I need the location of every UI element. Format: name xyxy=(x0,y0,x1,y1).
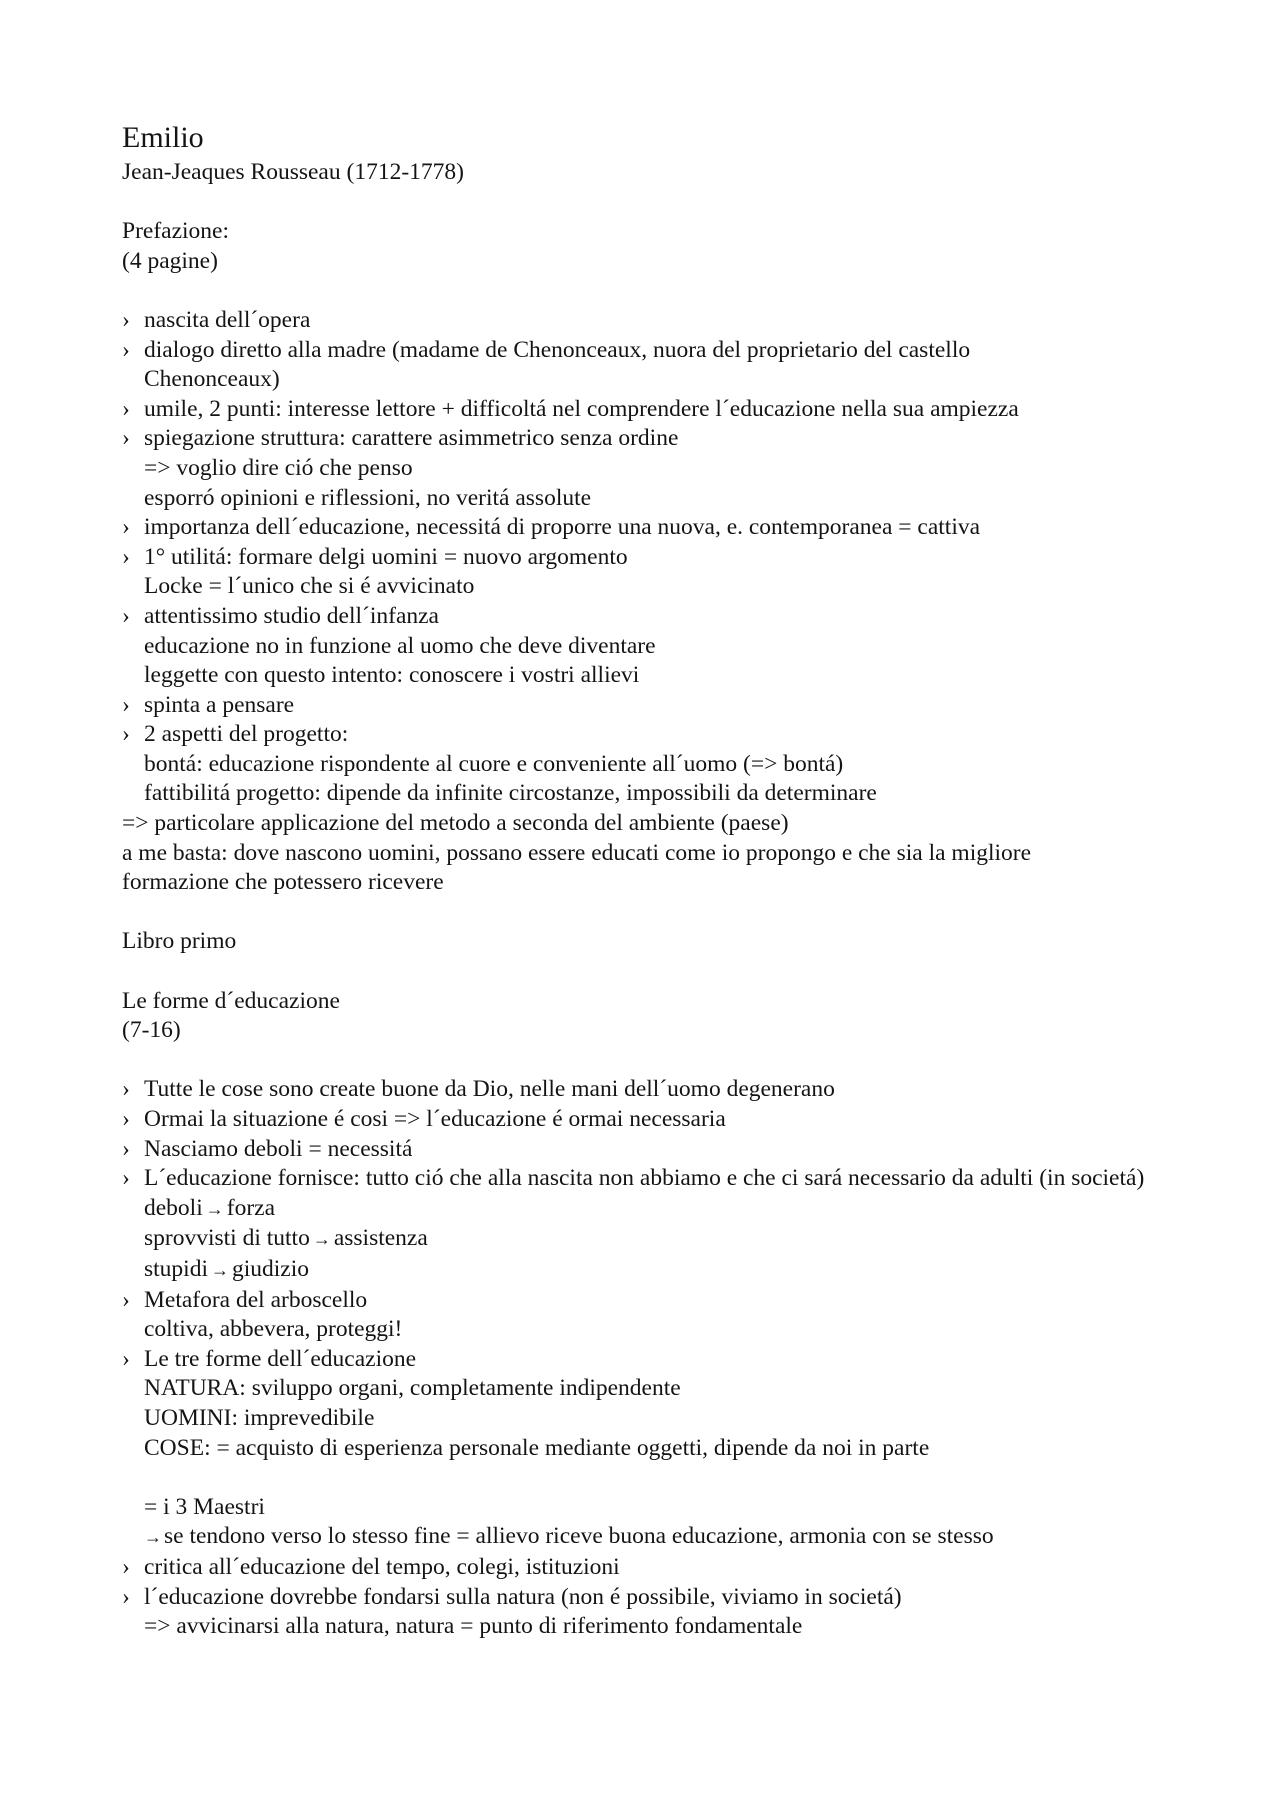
bullet-marker: › xyxy=(122,514,130,541)
list-item: › dialogo diretto alla madre (madame de Chenonceaux, nuora del proprietario del castello Chenonceaux) xyxy=(122,336,1182,395)
bullet-marker: › xyxy=(122,1553,130,1580)
sub-item: NATURA: sviluppo organi, completamente indipendente xyxy=(144,1375,681,1402)
bullet-marker: › xyxy=(122,1135,130,1162)
bullet-marker: › xyxy=(122,1286,130,1313)
arrow-right-icon: → xyxy=(210,1259,229,1280)
list-item: › Ormai la situazione é cosi => l´educazione é ormai necessaria xyxy=(122,1105,1182,1135)
preface-heading: Prefazione: xyxy=(122,218,230,245)
paragraph: a me basta: dove nascono uomini, possano essere educati come io propongo e che sia la migliore formazione che potessero ricevere xyxy=(122,839,1032,896)
bullet-marker: › xyxy=(122,1583,130,1610)
sub-item: => voglio dire ció che penso xyxy=(144,454,413,481)
list-item: › Tutte le cose sono create buone da Dio, nelle mani dell´uomo degenerano xyxy=(122,1075,1182,1105)
sub-item: esporró opinioni e riflessioni, no veritá assolute xyxy=(144,484,592,511)
section-heading: Le forme d´educazione xyxy=(122,987,340,1014)
sub-item: UOMINI: imprevedibile xyxy=(144,1404,375,1431)
list-item: › Nasciamo deboli = necessitá xyxy=(122,1135,1182,1165)
arrow-right-icon: → xyxy=(144,1527,162,1548)
preface-pages: (4 pagine) xyxy=(122,247,218,274)
list-item: › nascita dell´opera xyxy=(122,306,1182,336)
sub-item: COSE: = acquisto di esperienza personale mediante oggetti, dipende da noi in parte xyxy=(144,1434,930,1461)
bullet-marker: › xyxy=(122,721,130,748)
list-item: › L´educazione fornisce: tutto ció che alla nascita non abbiamo e che ci sará necessario da adulti (in societá) xyxy=(122,1164,1182,1194)
bullet-marker: › xyxy=(122,691,130,718)
sub-item: coltiva, abbevera, proteggi! xyxy=(144,1316,403,1343)
sub-item: = i 3 Maestri xyxy=(144,1493,265,1520)
bullet-marker: › xyxy=(122,306,130,333)
list-item: › 2 aspetti del progetto: xyxy=(122,720,1182,750)
sub-item: →se tendono verso lo stesso fine = allievo riceve buona educazione, armonia con se stesso xyxy=(122,1522,1182,1553)
bullet-marker: › xyxy=(122,336,130,363)
sub-item: Locke = l´unico che si é avvicinato xyxy=(144,573,475,600)
list-item: › Metafora del arboscello xyxy=(122,1286,1182,1316)
document-page xyxy=(122,118,1182,1642)
list-item: › l´educazione dovrebbe fondarsi sulla natura (non é possibile, viviamo in societá) xyxy=(122,1583,1182,1613)
bullet-marker: › xyxy=(122,543,130,570)
bullet-marker: › xyxy=(122,1106,130,1132)
bullet-marker: › xyxy=(122,1165,130,1192)
sub-item: => avvicinarsi alla natura, natura = punto di riferimento fondamentale xyxy=(144,1613,803,1640)
sub-item: leggette con questo intento: conoscere i vostri allievi xyxy=(144,662,640,689)
sub-item: sprovvisti di tutto → assistenza xyxy=(122,1224,1182,1255)
list-item: › attentissimo studio dell´infanza xyxy=(122,602,1182,632)
section-pages: (7-16) xyxy=(122,1017,181,1044)
document-title: Emilio xyxy=(122,121,204,154)
book-heading: Libro primo xyxy=(122,928,237,955)
list-item: › spinta a pensare xyxy=(122,691,1182,721)
list-item: › Le tre forme dell´educazione xyxy=(122,1345,1182,1375)
sub-item: bontá: educazione rispondente al cuore e conveniente all´uomo (=> bontá) xyxy=(144,750,844,777)
list-item: › critica all´educazione del tempo, colegi, istituzioni xyxy=(122,1553,1182,1583)
list-item: › spiegazione struttura: carattere asimmetrico senza ordine xyxy=(122,424,1182,454)
bullet-marker: › xyxy=(122,1345,130,1372)
list-item: › importanza dell´educazione, necessitá di proporre una nuova, e. contemporanea = cattiva xyxy=(122,513,1182,543)
sub-item: fattibilitá progetto: dipende da infinite circostanze, impossibili da determinare xyxy=(144,780,877,807)
sub-item: stupidi → giudizio xyxy=(122,1255,1182,1286)
bullet-marker: › xyxy=(122,1076,130,1103)
paragraph: => particolare applicazione del metodo a seconda del ambiente (paese) xyxy=(122,810,789,837)
arrow-right-icon: → xyxy=(312,1229,331,1250)
bullet-marker: › xyxy=(122,425,130,452)
sub-item: educazione no in funzione al uomo che deve diventare xyxy=(144,632,656,659)
list-item: › umile, 2 punti: interesse lettore + difficoltá nel comprendere l´educazione nella sua ampiezza xyxy=(122,395,1182,425)
sub-item: deboli → forza xyxy=(122,1194,1182,1225)
bullet-marker: › xyxy=(122,602,130,629)
list-item: › 1° utilitá: formare delgi uomini = nuovo argomento xyxy=(122,543,1182,573)
author-line: Jean-Jeaques Rousseau (1712-1778) xyxy=(122,159,464,185)
arrow-right-icon: → xyxy=(205,1198,224,1219)
bullet-marker: › xyxy=(122,395,130,422)
